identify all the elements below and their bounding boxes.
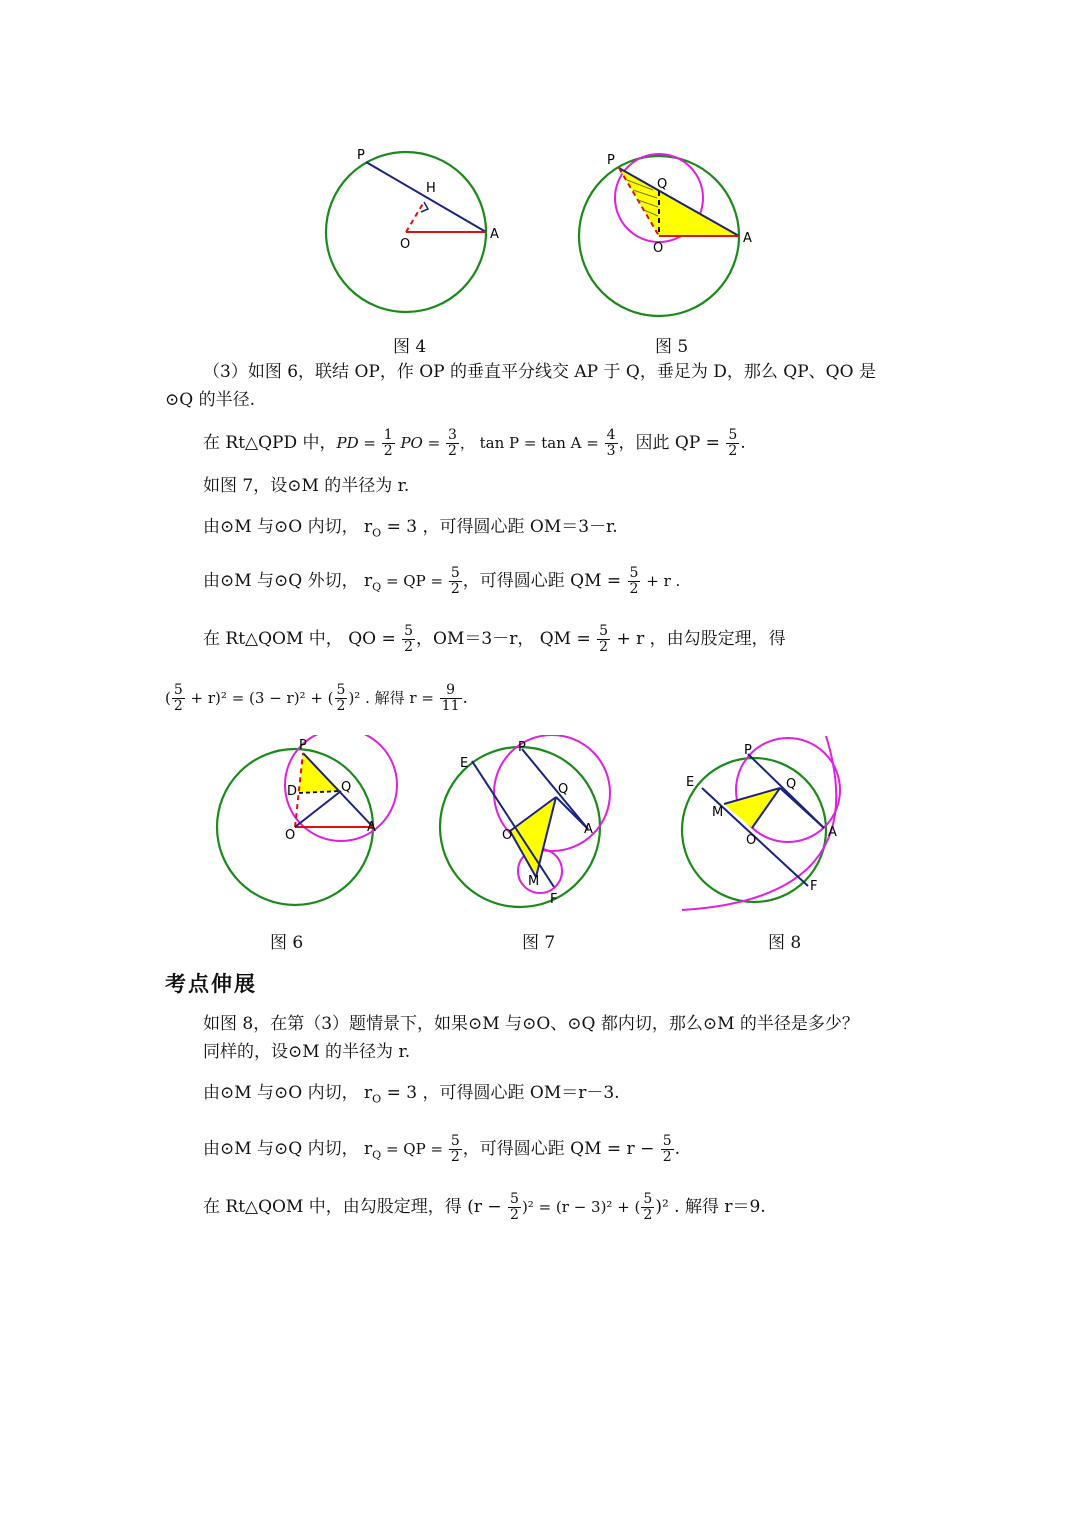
label-A: A [743, 231, 752, 246]
label-M: M [712, 805, 724, 820]
label-O: O [285, 828, 296, 843]
frac-1-2: $\frac{1}{2}$ [383, 427, 393, 459]
label-Q: Q [558, 782, 569, 797]
set-r-line: 如图 7，设⊙M 的半径为 r. [203, 476, 410, 496]
ext-line5: 在 Rt△QOM 中，由勾股定理，得 (r − $\frac{5}{2}$ )² = (r − 3)² + ( $\frac{5}{2}$ )² . 解得 r＝9. [203, 1191, 766, 1223]
figure-5 [575, 140, 775, 320]
label-A: A [828, 825, 837, 840]
label-A: A [490, 227, 499, 242]
label-P: P [518, 740, 526, 755]
label-O: O [502, 828, 513, 843]
label-F: F [550, 892, 558, 907]
rt-qom-line: 在 Rt△QOM 中， QO = $\frac{5}{2}$ ，OM＝3－r， QM = $\frac{5}{2}$ + r ，由勾股定理，得 [203, 623, 786, 655]
label-A: A [584, 822, 593, 837]
caption-fig8: 图 8 [768, 933, 802, 953]
label-Q: Q [786, 777, 797, 792]
label-O: O [400, 237, 411, 252]
label-O: O [746, 833, 757, 848]
label-P: P [299, 738, 307, 753]
label-P: P [744, 743, 752, 758]
ext-line3: 由⊙M 与⊙O 内切， $r_O = 3$ ，可得圆心距 OM＝r－3. [203, 1083, 620, 1106]
internal-o-line: 由⊙M 与⊙O 内切， $r_O = 3$ ，可得圆心距 OM＝3－r. [203, 517, 618, 540]
rt-qpd-line: 在 Rt△QPD 中，PD = $\frac{1}{2}$ PO = $\frac{3}{2}$ ， tan P = tan A = $\frac{4}{3}$ ，因此 QP = $\frac{5}{2}$ . [203, 427, 746, 459]
therefore-text: ，因此 QP = [618, 433, 726, 453]
frac-5-2: $\frac{5}{2}$ [728, 427, 738, 459]
ext-line2: 同样的，设⊙M 的半径为 r. [203, 1042, 411, 1062]
label-E: E [460, 756, 469, 771]
label-E: E [686, 775, 695, 790]
frac-4-3: $\frac{4}{3}$ [606, 427, 616, 459]
part3-line1: （3）如图 6，联结 OP，作 OP 的垂直平分线交 AP 于 Q，垂足为 D，那么 QP、QO 是 [203, 362, 876, 382]
label-P: P [357, 148, 365, 163]
caption-fig5: 图 5 [655, 337, 689, 357]
label-A: A [367, 820, 376, 835]
part3-line2: ⊙Q 的半径. [165, 390, 255, 410]
ext-line4: 由⊙M 与⊙Q 内切， $r_Q$ = QP = $\frac{5}{2}$ ，可得圆心距 QM = r − $\frac{5}{2}$ . [203, 1133, 681, 1165]
ext-line1: 如图 8，在第（3）题情景下，如果⊙M 与⊙O、⊙Q 都内切，那么⊙M 的半径是多少？ [203, 1014, 859, 1034]
label-F: F [810, 879, 818, 894]
figure-6 [215, 735, 415, 915]
caption-fig4: 图 4 [393, 337, 427, 357]
external-q-line: 由⊙M 与⊙Q 外切， $r_Q$ = QP = $\frac{5}{2}$ ，可得圆心距 QM = $\frac{5}{2}$ + r . [203, 565, 681, 597]
figure-7 [438, 735, 638, 915]
label-Q: Q [341, 780, 352, 795]
figure-8 [676, 728, 866, 920]
label-Q: Q [657, 177, 668, 192]
frac-3-2: $\frac{3}{2}$ [447, 427, 457, 459]
label-M: M [528, 874, 540, 889]
figure-4 [320, 140, 520, 320]
pythag-eq-line: ( $\frac{5}{2}$ + r)² = (3 − r)² + ( $\frac{5}{2}$ )² . 解得 r = $\frac{9}{11}$ . [165, 682, 468, 714]
label-P: P [607, 153, 615, 168]
po-expr: PO = [395, 434, 445, 452]
label-D: D [287, 784, 298, 799]
tan-expr: ， tan P = tan A = [459, 434, 604, 452]
section-heading: 考点伸展 [165, 971, 257, 996]
caption-fig6: 图 6 [270, 933, 304, 953]
label-O: O [653, 241, 664, 256]
rt-qpd-prefix: 在 Rt△QPD 中， [203, 433, 337, 453]
caption-fig7: 图 7 [522, 933, 556, 953]
pd-expr: PD = [336, 434, 381, 452]
label-H: H [426, 181, 436, 196]
